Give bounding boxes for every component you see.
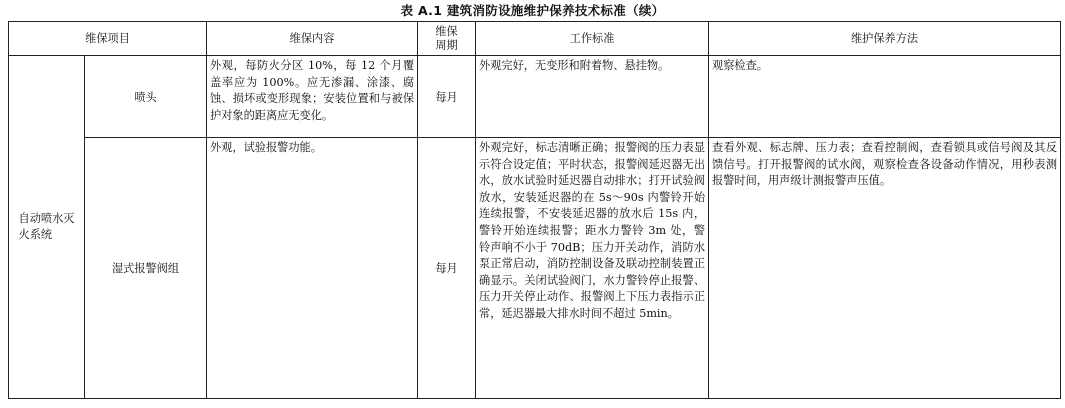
- header-period-label: 维保 周期: [435, 24, 458, 52]
- item-cell: 喷头: [85, 56, 207, 138]
- content-cell: 外观，试验报警功能。: [207, 138, 418, 399]
- header-item: 维保项目: [9, 22, 207, 56]
- table-title: 表 A.1 建筑消防设施维护保养技术标准（续）: [400, 3, 665, 18]
- item-cell: 湿式报警阀组: [85, 138, 207, 399]
- period-cell: 每月: [418, 56, 476, 138]
- header-standard: 工作标准: [476, 22, 709, 56]
- maintenance-standard-table: [8, 21, 1061, 399]
- system-cell: [9, 56, 85, 399]
- period-cell: 每月: [418, 138, 476, 399]
- standard-cell: 外观完好，标志清晰正确；报警阀的压力表显示符合设定值；平时状态，报警阀延迟器无出水，放水试验时延迟器自动排水；打开试验阀放水，安装延迟器的在 5s～90s 内警铃开始连续报警，不安装延迟器的放水后 15s 内，警铃开始连续报警；距水力警铃 3m 处，警铃声响不小于 70dB；压力开关动作，消防水泵正常启动，消防控制设备及联动控制装置正确显示。关闭试验阀门，水力警铃停止报警、压力开关停止动作、报警阀上下压力表指示正常，延迟器最大排水时间不超过 5min。: [476, 138, 709, 399]
- method-cell: 观察检查。: [709, 56, 1061, 138]
- standard-cell: 外观完好，无变形和附着物、悬挂物。: [476, 56, 709, 138]
- table-row: [9, 138, 1061, 399]
- header-period: [418, 22, 476, 56]
- table-row: [9, 56, 1061, 138]
- header-method: 维护保养方法: [709, 22, 1061, 56]
- method-cell: 查看外观、标志牌、压力表；查看控制阀，查看锁具或信号阀及其反馈信号。打开报警阀的试水阀，观察检查各设备动作情况，用秒表测报警时间，用声级计测报警声压值。: [709, 138, 1061, 399]
- header-content: 维保内容: [207, 22, 418, 56]
- header-row: [9, 22, 1061, 56]
- content-cell: 外观，每防火分区 10%，每 12 个月覆盖率应为 100%。应无渗漏、涂漆、腐蚀、损坏或变形现象；安装位置和与被保护对象的距离应无变化。: [207, 56, 418, 138]
- system-name: 自动喷水灭火系统: [18, 212, 75, 241]
